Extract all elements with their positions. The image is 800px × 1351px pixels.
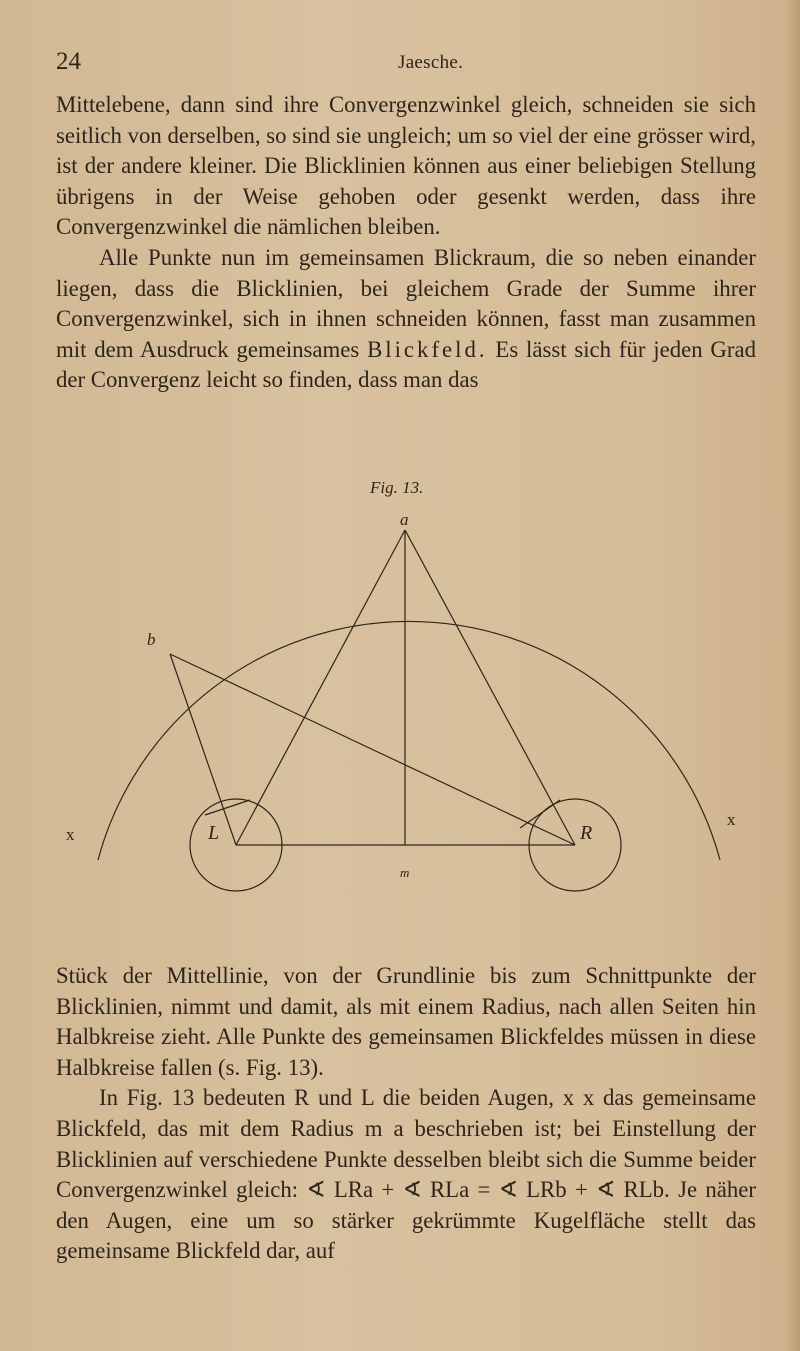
paragraph-2-text-end: Es lässt sich für jeden Grad der Convergenz leicht so finden, dass man das xyxy=(56,336,756,393)
paragraph-4: In Fig. 13 bedeuten R und L die beiden Augen, x x das gemeinsame Blickfeld, das mit dem Radius m a beschrieben ist; bei Einstellung der Blicklinien auf verschiedene Punkte desselben bleibt sich die Summe beider Convergenzwinkel gleich: ∢ LRa + ∢ RLa = ∢ LRb + ∢ RLb. Je näher den Augen, eine um so stärker gekrümmte Kugelfläche stellt das gemeinsame Blickfeld dar, auf xyxy=(56,1085,756,1264)
right-eye-inner-line xyxy=(520,800,560,828)
sight-line-l-a xyxy=(236,530,405,845)
label-x-left: x xyxy=(66,825,75,844)
label-a: a xyxy=(400,510,409,529)
paragraph-2 xyxy=(56,243,756,396)
left-eye-inner-line xyxy=(205,800,250,815)
paragraph-3: Stück der Mittellinie, von der Grundlinie bis zum Schnittpunkte der Blicklinien, nimmt und damit, als mit einem Radius, nach allen Seiten hin Halbkreise zieht. Alle Punkte des gemeinsamen Blickfeldes müssen in diese Halbkreise fallen (s. Fig. 13). xyxy=(56,963,756,1080)
label-b: b xyxy=(147,630,156,649)
sight-line-r-a xyxy=(405,530,575,845)
field-of-view-arc xyxy=(98,621,720,860)
term-blickfeld: Blickfeld. xyxy=(367,336,488,362)
running-head: Jaesche. xyxy=(398,52,464,73)
page-number: 24 xyxy=(56,48,81,75)
label-x-right: x xyxy=(727,810,736,829)
paragraph-1: Mittelebene, dann sind ihre Convergenzwinkel gleich, schneiden sie sich seitlich von derselben, so sind sie ungleich; um so viel der eine grösser wird, ist der andere kleiner. Die Blicklinien können aus einer beliebigen Stellung übrigens in der Weise gehoben oder gesenkt werden, dass ihre Convergenzwinkel die nämlichen bleiben. xyxy=(56,92,756,240)
page-header xyxy=(56,48,756,88)
paragraph-2-text: Alle Punkte nun im gemeinsamen Blickraum, die so neben einander liegen, dass die Blicklinien, bei gleichem Grade der Summe ihrer Convergenzwinkel, sich in ihnen schneiden können, fasst man zusammen mit dem Ausdruck gemeinsames xyxy=(56,244,756,362)
label-l: L xyxy=(208,822,220,844)
sight-line-l-b xyxy=(170,654,236,845)
figure-13 xyxy=(0,470,800,940)
text-block-upper xyxy=(56,90,756,396)
sight-line-r-b xyxy=(170,654,575,845)
label-m: m xyxy=(400,865,410,880)
figure-caption: Fig. 13. xyxy=(370,478,424,497)
label-r: R xyxy=(580,822,593,844)
text-block-lower xyxy=(56,961,756,1267)
